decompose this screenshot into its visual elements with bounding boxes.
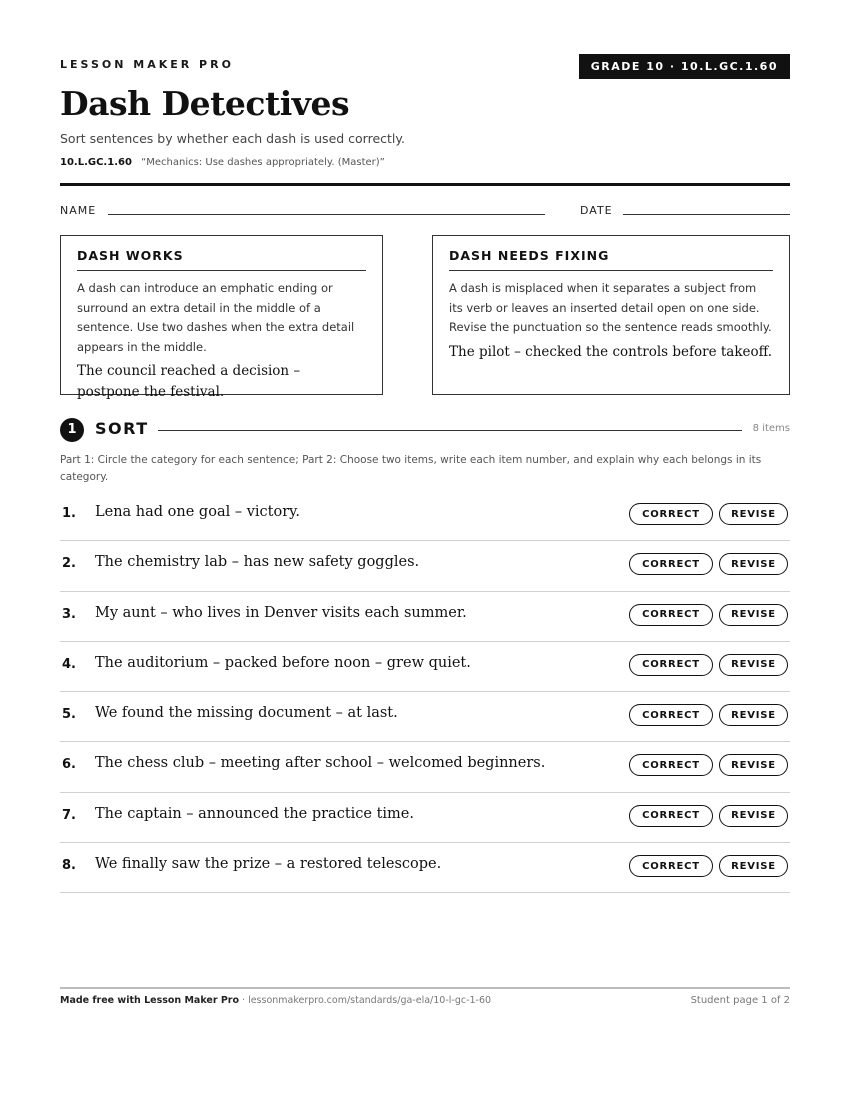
revise-button[interactable]: REVISE bbox=[719, 604, 788, 626]
item-number: 6. bbox=[62, 757, 76, 773]
section-title: SORT bbox=[95, 419, 149, 438]
sort-item bbox=[60, 843, 790, 893]
instructions: Part 1: Circle the category for each sentence; Part 2: Choose two items, write each item number, and explain why each belongs in its category. bbox=[60, 454, 762, 483]
revise-button[interactable]: REVISE bbox=[719, 654, 788, 676]
name-label: NAME bbox=[60, 204, 97, 217]
item-sentence: The chemistry lab – has new safety goggles. bbox=[95, 554, 420, 571]
box-example: The council reached a decision – postpone the festival. bbox=[77, 363, 301, 400]
box-description: A dash can introduce an emphatic ending or surround an extra detail in the middle of a sentence. Use two dashes when the extra detail appears in the middle. bbox=[77, 281, 355, 354]
footer-url[interactable]: · lessonmakerpro.com/standards/ga-ela/10-l-gc-1-60 bbox=[239, 995, 492, 1006]
correct-button[interactable]: CORRECT bbox=[629, 654, 713, 676]
box-example: The pilot – checked the controls before takeoff. bbox=[449, 343, 773, 360]
item-sentence: We finally saw the prize – a restored telescope. bbox=[95, 856, 442, 873]
footer-credit bbox=[60, 995, 491, 1006]
section-number: 1 bbox=[60, 418, 84, 442]
standard-code: 10.L.GC.1.60 bbox=[60, 157, 132, 168]
item-sentence: The chess club – meeting after school – welcomed beginners. bbox=[95, 755, 546, 772]
sort-item bbox=[60, 541, 790, 591]
item-number: 5. bbox=[62, 707, 76, 723]
item-sentence: The captain – announced the practice time. bbox=[95, 805, 414, 822]
correct-button[interactable]: CORRECT bbox=[629, 704, 713, 726]
header-divider bbox=[60, 183, 790, 186]
item-number: 4. bbox=[62, 656, 76, 672]
item-count: 8 items bbox=[752, 423, 790, 434]
footer-made-with: Made free with Lesson Maker Pro bbox=[60, 995, 240, 1006]
sort-item bbox=[60, 592, 790, 642]
date-label: DATE bbox=[580, 204, 613, 217]
correct-button[interactable]: CORRECT bbox=[629, 754, 713, 776]
dash-needs-fixing-box bbox=[432, 235, 790, 395]
sort-item bbox=[60, 793, 790, 843]
sort-item bbox=[60, 742, 790, 792]
sort-items-list bbox=[60, 491, 790, 893]
page-title: Dash Detectives bbox=[60, 84, 350, 123]
revise-button[interactable]: REVISE bbox=[719, 553, 788, 575]
page-subtitle: Sort sentences by whether each dash is used correctly. bbox=[60, 131, 405, 146]
correct-button[interactable]: CORRECT bbox=[629, 855, 713, 877]
standard-description: “Mechanics: Use dashes appropriately. (Master)” bbox=[141, 157, 385, 168]
sort-item bbox=[60, 491, 790, 541]
item-sentence: Lena had one goal – victory. bbox=[95, 504, 301, 520]
date-field[interactable] bbox=[623, 214, 790, 215]
correct-button[interactable]: CORRECT bbox=[629, 604, 713, 626]
item-number: 8. bbox=[62, 858, 76, 874]
footer-divider bbox=[60, 987, 790, 989]
item-sentence: My aunt – who lives in Denver visits each summer. bbox=[95, 604, 467, 621]
standard-line bbox=[60, 157, 385, 168]
item-number: 2. bbox=[62, 556, 76, 572]
correct-button[interactable]: CORRECT bbox=[629, 805, 713, 827]
revise-button[interactable]: REVISE bbox=[719, 503, 788, 525]
item-number: 3. bbox=[62, 606, 76, 622]
box-heading: DASH WORKS bbox=[77, 248, 366, 271]
grade-badge: GRADE 10 · 10.L.GC.1.60 bbox=[579, 54, 790, 79]
page-indicator: Student page 1 of 2 bbox=[690, 995, 790, 1006]
item-number: 1. bbox=[62, 506, 76, 521]
name-field[interactable] bbox=[108, 214, 545, 215]
item-sentence: We found the missing document – at last. bbox=[95, 705, 398, 722]
revise-button[interactable]: REVISE bbox=[719, 805, 788, 827]
revise-button[interactable]: REVISE bbox=[719, 754, 788, 776]
sort-item bbox=[60, 642, 790, 692]
correct-button[interactable]: CORRECT bbox=[629, 503, 713, 525]
revise-button[interactable]: REVISE bbox=[719, 704, 788, 726]
brand-name: LESSON MAKER PRO bbox=[60, 58, 234, 71]
revise-button[interactable]: REVISE bbox=[719, 855, 788, 877]
worksheet-page bbox=[60, 0, 790, 1100]
dash-works-box bbox=[60, 235, 383, 400]
section-rule bbox=[158, 430, 742, 431]
sort-item bbox=[60, 692, 790, 742]
item-sentence: The auditorium – packed before noon – grew quiet. bbox=[95, 654, 471, 671]
box-description: A dash is misplaced when it separates a subject from its verb or leaves an inserted detail open on one side. Revise the punctuation so the sentence reads smoothly. bbox=[449, 281, 772, 334]
item-number: 7. bbox=[62, 807, 76, 823]
box-heading: DASH NEEDS FIXING bbox=[449, 248, 773, 271]
correct-button[interactable]: CORRECT bbox=[629, 553, 713, 575]
